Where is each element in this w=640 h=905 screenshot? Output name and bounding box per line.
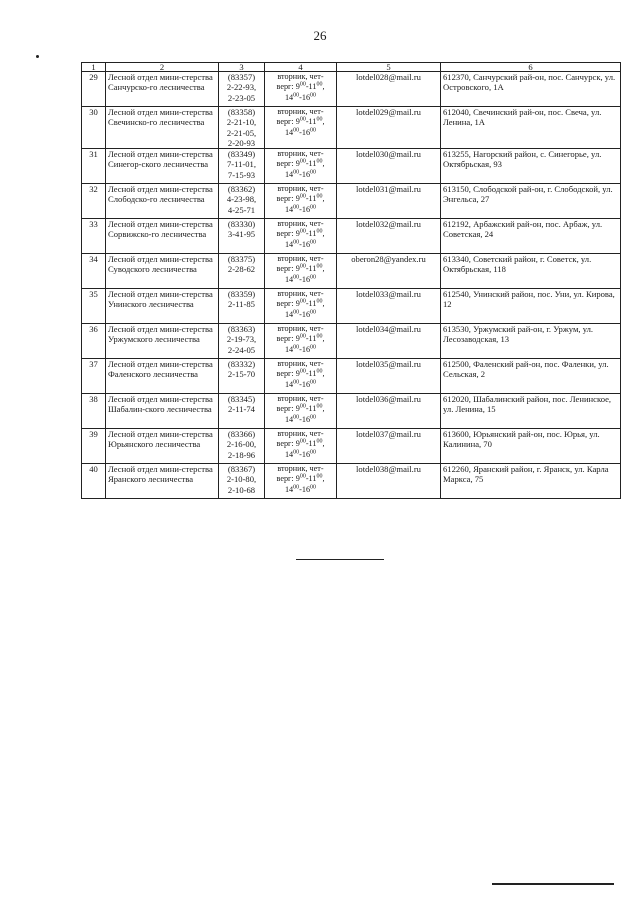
hours-sup: 00 (299, 403, 306, 410)
hours-comma: , (322, 474, 325, 484)
hours-sup: 00 (293, 484, 300, 491)
hours-prefix: верг: 9 (276, 194, 300, 204)
hours-prefix: верг: 9 (276, 82, 300, 92)
hours-sep: -11 (305, 334, 317, 344)
hours-sup: 00 (299, 438, 306, 445)
hours-sup: 00 (299, 473, 306, 480)
hours-sup: 00 (316, 403, 323, 410)
phone-numbers: (83359) 2-11-85 (219, 289, 265, 324)
hours-prefix: верг: 9 (276, 474, 300, 484)
working-hours (265, 72, 337, 107)
working-hours (265, 107, 337, 149)
row-number: 35 (82, 289, 106, 324)
department-name: Лесной отдел мини-стерства Синегор-ского лесничества (106, 149, 219, 184)
hours-comma: , (322, 299, 325, 309)
hours-sep: -16 (299, 274, 311, 284)
hours-sep: -16 (299, 379, 311, 389)
hours-comma: , (322, 264, 325, 274)
hours-sep: -16 (299, 239, 311, 249)
phone-numbers: (83332) 2-15-70 (219, 359, 265, 394)
postal-address: 612020, Шабалинский район, пос. Ленинское, ул. Ленина, 15 (441, 394, 621, 429)
hours-sep: -11 (305, 229, 317, 239)
hours-prefix: 14 (284, 379, 294, 389)
postal-address: 613150, Слободской рай-он, г. Слободской, ул. Энгельса, 27 (441, 184, 621, 219)
working-hours (265, 219, 337, 254)
table-row (82, 184, 621, 219)
hours-sup: 00 (310, 484, 317, 491)
column-number: 6 (441, 63, 621, 72)
department-name: Лесной отдел мини-стерства Юрьянского лесничества (106, 429, 219, 464)
forest-departments-table (81, 62, 621, 499)
column-number-row (82, 63, 621, 72)
hours-sup: 00 (299, 298, 306, 305)
table-row (82, 219, 621, 254)
department-name: Лесной отдел мини-стерства Унинского лесничества (106, 289, 219, 324)
column-number: 3 (219, 63, 265, 72)
hours-sup: 00 (293, 274, 300, 281)
hours-prefix: 14 (284, 92, 294, 102)
hours-sep: -16 (299, 204, 311, 214)
hours-prefix: 14 (284, 204, 294, 214)
hours-sup: 00 (316, 298, 323, 305)
working-hours (265, 359, 337, 394)
hours-prefix: верг: 9 (276, 439, 300, 449)
hours-comma: , (322, 82, 325, 92)
hours-prefix: 14 (284, 414, 294, 424)
hours-sup: 00 (299, 263, 306, 270)
department-name: Лесной отдел мини-стерства Суводского лесничества (106, 254, 219, 289)
email-address: lotdel032@mail.ru (337, 219, 441, 254)
row-number: 39 (82, 429, 106, 464)
phone-numbers: (83357) 2-22-93, 2-23-05 (219, 72, 265, 107)
department-name: Лесной отдел мини-стерства Уржумского лесничества (106, 324, 219, 359)
postal-address: 612260, Яранский район, г. Яранск, ул. Карла Маркса, 75 (441, 464, 621, 499)
department-name: Лесной отдел мини-стерства Слободско-го лесничества (106, 184, 219, 219)
hours-line1: вторник, чет- (277, 254, 324, 264)
email-address: lotdel034@mail.ru (337, 324, 441, 359)
row-number: 37 (82, 359, 106, 394)
postal-address: 612192, Арбажский рай-он, пос. Арбаж, ул. Советская, 24 (441, 219, 621, 254)
table-row (82, 429, 621, 464)
hours-line1: вторник, чет- (277, 359, 324, 369)
hours-sup: 00 (316, 158, 323, 165)
hours-comma: , (322, 194, 325, 204)
working-hours (265, 289, 337, 324)
email-address: lotdel037@mail.ru (337, 429, 441, 464)
table-row (82, 394, 621, 429)
hours-prefix: 14 (284, 169, 294, 179)
hours-sep: -16 (299, 92, 311, 102)
working-hours (265, 394, 337, 429)
hours-sep: -11 (305, 474, 317, 484)
hours-sup: 00 (310, 274, 317, 281)
hours-sup: 00 (299, 333, 306, 340)
department-name: Лесной отдел мини-стерства Шабалин-ского лесничества (106, 394, 219, 429)
email-address: lotdel029@mail.ru (337, 107, 441, 149)
hours-sup: 00 (316, 368, 323, 375)
email-address: lotdel030@mail.ru (337, 149, 441, 184)
hours-sep: -11 (305, 159, 317, 169)
hours-sup: 00 (316, 263, 323, 270)
hours-sup: 00 (293, 344, 300, 351)
hours-sup: 00 (293, 414, 300, 421)
hours-sup: 00 (316, 473, 323, 480)
hours-sep: -16 (299, 309, 311, 319)
phone-numbers: (83362) 4-23-98, 4-25-71 (219, 184, 265, 219)
hours-comma: , (322, 404, 325, 414)
hours-sup: 00 (310, 309, 317, 316)
table-row (82, 464, 621, 499)
hours-prefix: верг: 9 (276, 117, 300, 127)
hours-prefix: 14 (284, 239, 294, 249)
hours-line1: вторник, чет- (277, 72, 324, 81)
working-hours (265, 184, 337, 219)
column-number: 4 (265, 63, 337, 72)
hours-sup: 00 (310, 169, 317, 176)
row-number: 40 (82, 464, 106, 499)
hours-prefix: 14 (284, 309, 294, 319)
postal-address: 613600, Юрьянский рай-он, пос. Юрья, ул. Калинина, 70 (441, 429, 621, 464)
table-row (82, 107, 621, 149)
table-row (82, 72, 621, 107)
hours-sup: 00 (293, 204, 300, 211)
hours-line1: вторник, чет- (277, 184, 324, 194)
table-row (82, 254, 621, 289)
hours-sup: 00 (316, 193, 323, 200)
hours-sup: 00 (310, 204, 317, 211)
hours-sup: 00 (310, 91, 317, 98)
postal-address: 612540, Унинский район, пос. Уни, ул. Кирова, 12 (441, 289, 621, 324)
postal-address: 613255, Нагорский район, с. Синегорье, ул. Октябрьская, 93 (441, 149, 621, 184)
hours-sep: -16 (299, 127, 311, 137)
hours-sep: -11 (305, 299, 317, 309)
table-row (82, 289, 621, 324)
hours-sup: 00 (293, 239, 300, 246)
hours-sep: -11 (305, 264, 317, 274)
hours-sup: 00 (310, 379, 317, 386)
hours-sep: -16 (299, 414, 311, 424)
hours-prefix: верг: 9 (276, 264, 300, 274)
email-address: lotdel036@mail.ru (337, 394, 441, 429)
working-hours (265, 149, 337, 184)
hours-sup: 00 (310, 449, 317, 456)
email-address: oberon28@yandex.ru (337, 254, 441, 289)
hours-sup: 00 (316, 438, 323, 445)
row-number: 30 (82, 107, 106, 149)
hours-prefix: 14 (284, 449, 294, 459)
email-address: lotdel035@mail.ru (337, 359, 441, 394)
hours-sup: 00 (299, 228, 306, 235)
hours-sup: 00 (310, 344, 317, 351)
hours-sup: 00 (299, 81, 306, 88)
row-number: 36 (82, 324, 106, 359)
hours-sep: -11 (305, 194, 317, 204)
hours-prefix: 14 (284, 127, 294, 137)
hours-prefix: верг: 9 (276, 159, 300, 169)
hours-sup: 00 (293, 169, 300, 176)
department-name: Лесной отдел мини-стерства Свечинско-го лесничества (106, 107, 219, 149)
hours-sep: -11 (305, 439, 317, 449)
hours-comma: , (322, 334, 325, 344)
email-address: lotdel038@mail.ru (337, 464, 441, 499)
phone-numbers: (83366) 2-16-00, 2-18-96 (219, 429, 265, 464)
postal-address: 612500, Фаленский рай-он, пос. Фаленки, ул. Сельская, 2 (441, 359, 621, 394)
hours-prefix: верг: 9 (276, 404, 300, 414)
hours-line1: вторник, чет- (277, 289, 324, 299)
phone-numbers: (83345) 2-11-74 (219, 394, 265, 429)
row-number: 38 (82, 394, 106, 429)
hours-comma: , (322, 229, 325, 239)
row-number: 31 (82, 149, 106, 184)
closing-rule (296, 559, 384, 560)
hours-sup: 00 (316, 228, 323, 235)
page-number: 26 (313, 28, 327, 43)
email-address: lotdel031@mail.ru (337, 184, 441, 219)
margin-dot (36, 55, 39, 58)
hours-sup: 00 (293, 379, 300, 386)
hours-prefix: верг: 9 (276, 334, 300, 344)
hours-comma: , (322, 369, 325, 379)
hours-prefix: верг: 9 (276, 369, 300, 379)
hours-comma: , (322, 439, 325, 449)
phone-numbers: (83367) 2-10-80, 2-10-68 (219, 464, 265, 499)
row-number: 33 (82, 219, 106, 254)
hours-sup: 00 (299, 368, 306, 375)
row-number: 29 (82, 72, 106, 107)
phone-numbers: (83349) 7-11-01, 7-15-93 (219, 149, 265, 184)
postal-address: 613340, Советский район, г. Советск, ул. Октябрьская, 118 (441, 254, 621, 289)
column-number: 5 (337, 63, 441, 72)
hours-sup: 00 (310, 414, 317, 421)
hours-line1: вторник, чет- (277, 107, 324, 116)
hours-comma: , (322, 117, 325, 127)
hours-prefix: 14 (284, 274, 294, 284)
hours-sup: 00 (299, 116, 306, 123)
hours-line1: вторник, чет- (277, 394, 324, 404)
hours-comma: , (322, 159, 325, 169)
department-name: Лесной отдел мини-стерства Сорвижско-го лесничества (106, 219, 219, 254)
hours-line1: вторник, чет- (277, 324, 324, 334)
hours-sep: -11 (305, 117, 317, 127)
email-address: lotdel033@mail.ru (337, 289, 441, 324)
column-number: 2 (106, 63, 219, 72)
phone-numbers: (83375) 2-28-62 (219, 254, 265, 289)
hours-line1: вторник, чет- (277, 219, 324, 229)
hours-sup: 00 (310, 239, 317, 246)
table-row (82, 149, 621, 184)
footer-rule (492, 883, 614, 885)
hours-sup: 00 (299, 158, 306, 165)
table-row (82, 324, 621, 359)
hours-sup: 00 (293, 449, 300, 456)
phone-numbers: (83363) 2-19-73, 2-24-05 (219, 324, 265, 359)
hours-sup: 00 (316, 333, 323, 340)
department-name: Лесной отдел мини-стерства Санчурско-го лесничества (106, 72, 219, 107)
hours-sep: -11 (305, 404, 317, 414)
column-number: 1 (82, 63, 106, 72)
hours-sep: -16 (299, 344, 311, 354)
hours-sep: -11 (305, 82, 317, 92)
email-address: lotdel028@mail.ru (337, 72, 441, 107)
hours-sep: -16 (299, 484, 311, 494)
hours-sup: 00 (293, 309, 300, 316)
working-hours (265, 429, 337, 464)
hours-prefix: верг: 9 (276, 299, 300, 309)
hours-line1: вторник, чет- (277, 149, 324, 159)
table-row (82, 359, 621, 394)
department-name: Лесной отдел мини-стерства Яранского лесничества (106, 464, 219, 499)
hours-line1: вторник, чет- (277, 429, 324, 439)
working-hours (265, 324, 337, 359)
phone-numbers: (83358) 2-21-10, 2-21-05, 2-20-93 (219, 107, 265, 149)
hours-sep: -16 (299, 449, 311, 459)
postal-address: 613530, Уржумский рай-он, г. Уржум, ул. Лесозаводская, 13 (441, 324, 621, 359)
department-name: Лесной отдел мини-стерства Фаленского лесничества (106, 359, 219, 394)
working-hours (265, 254, 337, 289)
table-body (82, 63, 621, 499)
hours-sup: 00 (293, 91, 300, 98)
hours-prefix: верг: 9 (276, 229, 300, 239)
row-number: 32 (82, 184, 106, 219)
hours-prefix: 14 (284, 344, 294, 354)
hours-sup: 00 (316, 116, 323, 123)
hours-prefix: 14 (284, 484, 294, 494)
hours-sup: 00 (299, 193, 306, 200)
postal-address: 612370, Санчурский рай-он, пос. Санчурск, ул. Островского, 1А (441, 72, 621, 107)
hours-sup: 00 (316, 81, 323, 88)
working-hours (265, 464, 337, 499)
row-number: 34 (82, 254, 106, 289)
hours-line1: вторник, чет- (277, 464, 324, 474)
hours-sep: -16 (299, 169, 311, 179)
hours-sep: -11 (305, 369, 317, 379)
hours-sup: 00 (293, 126, 300, 133)
phone-numbers: (83330) 3-41-95 (219, 219, 265, 254)
postal-address: 612040, Свечинский рай-он, пос. Свеча, ул. Ленина, 1А (441, 107, 621, 149)
hours-sup: 00 (310, 126, 317, 133)
